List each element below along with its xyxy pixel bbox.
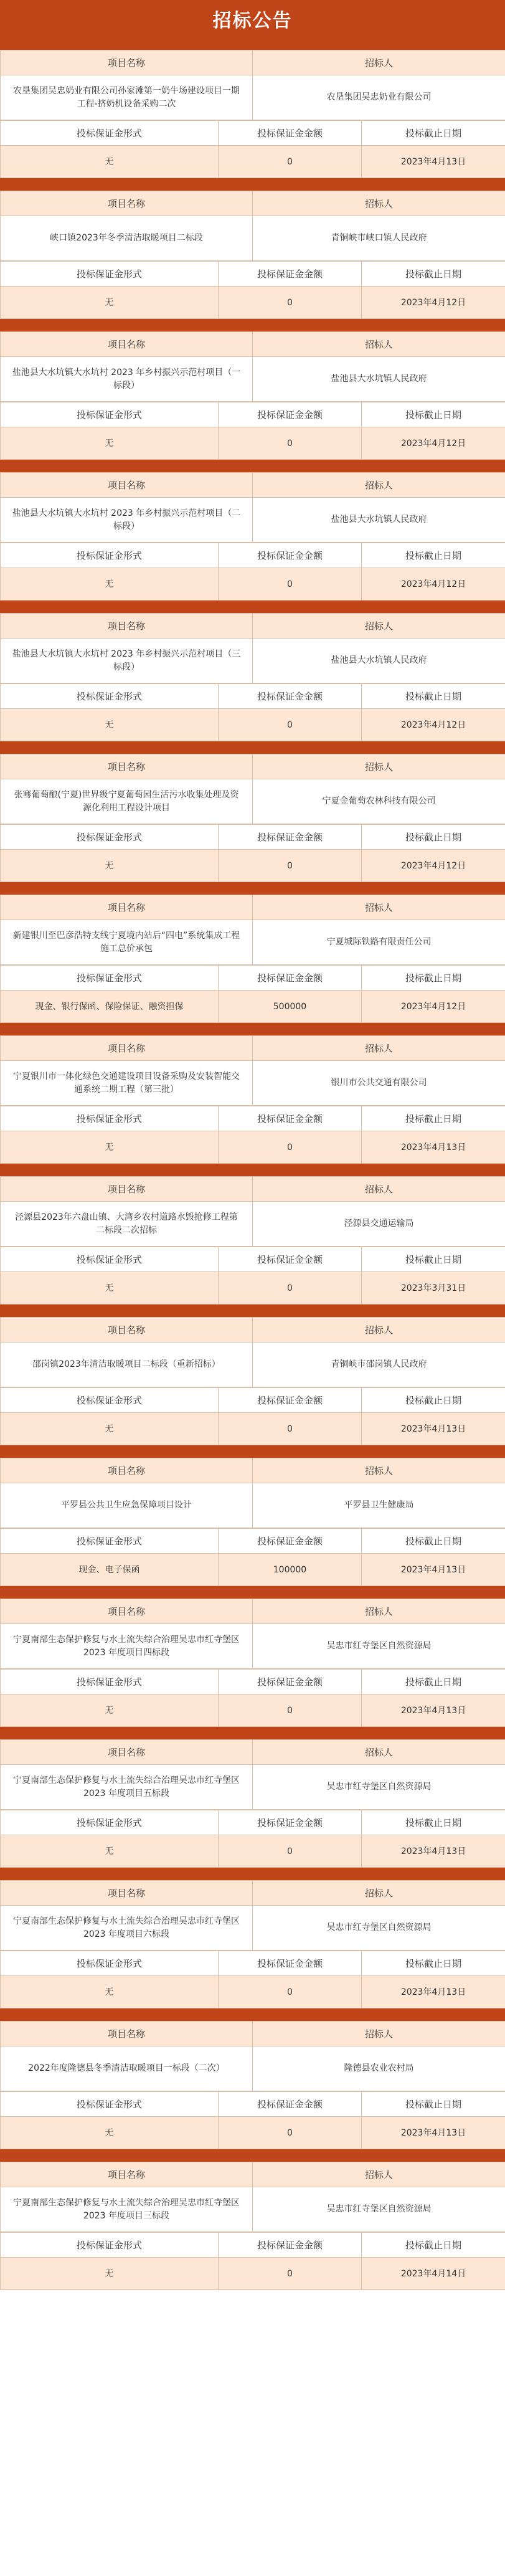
deposit-amount-label: 投标保证金金额 [219,1670,362,1694]
deadline: 2023年4月13日 [362,1835,505,1868]
project-name: 邵岗镇2023年清洁取暖项目二标段（重新招标） [1,1343,253,1387]
deposit-form: 现金、银行保函、保险保证、融资担保 [1,991,219,1023]
tenderer-name: 吴忠市红寺堡区自然资源局 [253,1624,505,1669]
tenderer-label: 招标人 [253,1177,505,1202]
deposit-form-label: 投标保证金形式 [1,402,219,427]
project-name-label: 项目名称 [1,1740,253,1765]
deposit-form: 无 [1,1835,219,1868]
deposit-amount-label: 投标保证金金额 [219,262,362,287]
deadline-label: 投标截止日期 [362,1529,505,1554]
deposit-amount-label: 投标保证金金额 [219,1529,362,1554]
tenderer-label: 招标人 [253,754,505,779]
tender-item [0,754,505,824]
deposit-form-label: 投标保证金形式 [1,543,219,568]
tenderer-name: 青铜峡市邵岗镇人民政府 [253,1343,505,1387]
deposit-amount-label: 投标保证金金额 [219,966,362,991]
deposit-form-label: 投标保证金形式 [1,2092,219,2117]
deadline: 2023年4月12日 [362,287,505,319]
deposit-amount: 0 [219,427,362,460]
project-name: 泾源县2023年六盘山镇、大湾乡农村道路水毁抢修工程第二标段二次招标 [1,1202,253,1247]
tenderer-name: 盐池县大水坑镇人民政府 [253,639,505,683]
tenderer-name: 吴忠市红寺堡区自然资源局 [253,1906,505,1951]
section-divider [0,1305,505,1317]
deposit-form: 无 [1,1131,219,1164]
deposit-form-label: 投标保证金形式 [1,1670,219,1694]
tender-deposit-table [0,1528,505,1586]
tenderer-name: 吴忠市红寺堡区自然资源局 [253,2187,505,2232]
project-name: 2022年度隆德县冬季清洁取暖项目一标段（二次） [1,2046,253,2091]
deadline-label: 投标截止日期 [362,966,505,991]
deadline-label: 投标截止日期 [362,402,505,427]
tenderer-label: 招标人 [253,1458,505,1483]
deadline: 2023年4月13日 [362,2117,505,2149]
tender-deposit-table [0,965,505,1023]
deposit-form: 无 [1,287,219,319]
deadline: 2023年4月13日 [362,146,505,178]
tender-deposit-table [0,2091,505,2149]
deposit-form-label: 投标保证金形式 [1,1529,219,1554]
section-divider [0,37,505,50]
deposit-amount: 0 [219,1976,362,2008]
deposit-amount-label: 投标保证金金额 [219,402,362,427]
deadline-label: 投标截止日期 [362,262,505,287]
tenderer-name: 青铜峡市峡口镇人民政府 [253,216,505,261]
deposit-form-label: 投标保证金形式 [1,262,219,287]
project-name: 平罗县公共卫生应急保障项目设计 [1,1483,253,1528]
section-divider [0,1164,505,1176]
deposit-form-label: 投标保证金形式 [1,966,219,991]
deposit-amount-label: 投标保证金金额 [219,825,362,850]
project-name-label: 项目名称 [1,1177,253,1202]
section-divider [0,601,505,613]
deadline: 2023年4月12日 [362,568,505,601]
tender-item [0,1880,505,1951]
tender-list [0,37,505,2290]
tenderer-label: 招标人 [253,50,505,75]
deadline: 2023年4月13日 [362,1694,505,1727]
tenderer-name: 隆德县农业农村局 [253,2046,505,2091]
tender-deposit-table [0,1106,505,1164]
tenderer-name: 农垦集团吴忠奶业有限公司 [253,75,505,120]
deposit-amount-label: 投标保证金金额 [219,1951,362,1976]
deposit-amount: 500000 [219,991,362,1023]
tender-deposit-table [0,1810,505,1868]
project-name-label: 项目名称 [1,895,253,920]
section-divider [0,2008,505,2021]
tenderer-label: 招标人 [253,2022,505,2046]
deposit-form: 无 [1,568,219,601]
deadline-label: 投标截止日期 [362,825,505,850]
project-name: 农垦集团吴忠奶业有限公司孙家滩第一奶牛场建设项目一期工程-挤奶机设备采购二次 [1,75,253,120]
tender-item [0,191,505,261]
tender-item [0,50,505,120]
deadline: 2023年3月31日 [362,1272,505,1305]
section-divider [0,1727,505,1739]
deposit-amount-label: 投标保证金金额 [219,1810,362,1835]
deadline-label: 投标截止日期 [362,684,505,709]
deposit-amount-label: 投标保证金金额 [219,121,362,146]
deposit-amount-label: 投标保证金金额 [219,1106,362,1131]
deadline-label: 投标截止日期 [362,1106,505,1131]
deposit-form-label: 投标保证金形式 [1,1106,219,1131]
deposit-amount: 0 [219,287,362,319]
tender-item [0,895,505,965]
deposit-amount: 0 [219,1694,362,1727]
deposit-amount: 0 [219,1835,362,1868]
deadline: 2023年4月12日 [362,427,505,460]
deposit-amount: 100000 [219,1554,362,1586]
deposit-amount-label: 投标保证金金额 [219,1388,362,1413]
deposit-form-label: 投标保证金形式 [1,1388,219,1413]
project-name-label: 项目名称 [1,1599,253,1624]
tender-item [0,1599,505,1669]
deposit-amount: 0 [219,850,362,882]
project-name: 盐池县大水坑镇大水坑村 2023 年乡村振兴示范村项目（二标段） [1,498,253,543]
tender-deposit-table [0,1247,505,1305]
tender-item [0,1176,505,1247]
deadline-label: 投标截止日期 [362,1247,505,1272]
deadline-label: 投标截止日期 [362,1810,505,1835]
tenderer-label: 招标人 [253,1318,505,1343]
deposit-amount: 0 [219,1413,362,1445]
deposit-form: 无 [1,1413,219,1445]
tender-item [0,2021,505,2091]
deposit-amount-label: 投标保证金金额 [219,543,362,568]
deadline: 2023年4月12日 [362,709,505,741]
deposit-form: 无 [1,2258,219,2290]
tender-deposit-table [0,120,505,178]
project-name: 宁夏南部生态保护修复与水土流失综合治理吴忠市红寺堡区2023 年度项目三标段 [1,2187,253,2232]
tender-deposit-table [0,543,505,601]
tender-item [0,1458,505,1528]
tenderer-label: 招标人 [253,1740,505,1765]
deposit-form: 现金、电子保函 [1,1554,219,1586]
section-divider [0,741,505,754]
section-divider [0,1445,505,1458]
deposit-form: 无 [1,1272,219,1305]
tender-deposit-table [0,2232,505,2290]
tenderer-name: 银川市公共交通有限公司 [253,1061,505,1106]
tenderer-name: 宁夏金葡萄农林科技有限公司 [253,779,505,824]
tenderer-label: 招标人 [253,473,505,498]
project-name-label: 项目名称 [1,332,253,357]
tenderer-label: 招标人 [253,1881,505,1906]
deadline-label: 投标截止日期 [362,2092,505,2117]
tenderer-label: 招标人 [253,1599,505,1624]
deposit-amount-label: 投标保证金金额 [219,2233,362,2258]
deposit-amount: 0 [219,1131,362,1164]
project-name: 宁夏南部生态保护修复与水土流失综合治理吴忠市红寺堡区2023 年度项目四标段 [1,1624,253,1669]
page-title: 招标公告 [0,0,505,37]
deadline-label: 投标截止日期 [362,1388,505,1413]
tender-deposit-table [0,402,505,460]
deposit-amount: 0 [219,568,362,601]
deposit-form-label: 投标保证金形式 [1,1247,219,1272]
tender-deposit-table [0,1951,505,2008]
section-divider [0,319,505,331]
deposit-form-label: 投标保证金形式 [1,1951,219,1976]
deposit-amount-label: 投标保证金金额 [219,1247,362,1272]
deposit-form: 无 [1,146,219,178]
deadline-label: 投标截止日期 [362,2233,505,2258]
section-divider [0,1868,505,1880]
tenderer-label: 招标人 [253,1036,505,1061]
tender-item [0,1035,505,1106]
project-name-label: 项目名称 [1,1318,253,1343]
deadline: 2023年4月13日 [362,1976,505,2008]
tender-deposit-table [0,824,505,882]
deadline-label: 投标截止日期 [362,1670,505,1694]
deposit-form: 无 [1,850,219,882]
tender-deposit-table [0,1669,505,1727]
project-name-label: 项目名称 [1,2162,253,2187]
tender-item [0,613,505,683]
project-name-label: 项目名称 [1,1036,253,1061]
deposit-form: 无 [1,709,219,741]
tenderer-label: 招标人 [253,332,505,357]
project-name-label: 项目名称 [1,754,253,779]
tender-item [0,472,505,543]
section-divider [0,882,505,895]
project-name-label: 项目名称 [1,473,253,498]
project-name-label: 项目名称 [1,2022,253,2046]
tender-deposit-table [0,1387,505,1445]
tender-item [0,2162,505,2232]
tenderer-label: 招标人 [253,2162,505,2187]
deposit-form-label: 投标保证金形式 [1,2233,219,2258]
deposit-amount-label: 投标保证金金额 [219,684,362,709]
deposit-form-label: 投标保证金形式 [1,825,219,850]
section-divider [0,460,505,472]
tender-item [0,1317,505,1387]
project-name-label: 项目名称 [1,50,253,75]
tenderer-label: 招标人 [253,895,505,920]
deposit-amount: 0 [219,2117,362,2149]
section-divider [0,2149,505,2162]
deadline-label: 投标截止日期 [362,543,505,568]
deposit-form-label: 投标保证金形式 [1,1810,219,1835]
deposit-form: 无 [1,2117,219,2149]
tender-deposit-table [0,683,505,741]
tenderer-name: 盐池县大水坑镇人民政府 [253,498,505,543]
deadline: 2023年4月12日 [362,991,505,1023]
project-name-label: 项目名称 [1,191,253,216]
project-name: 盐池县大水坑镇大水坑村 2023 年乡村振兴示范村项目（一标段） [1,357,253,402]
tenderer-name: 平罗县卫生健康局 [253,1483,505,1528]
project-name: 盐池县大水坑镇大水坑村 2023 年乡村振兴示范村项目（三标段） [1,639,253,683]
project-name: 宁夏银川市一体化绿色交通建设项目设备采购及安装智能交通系统二期工程（第三批） [1,1061,253,1106]
deposit-amount: 0 [219,2258,362,2290]
deadline: 2023年4月12日 [362,850,505,882]
deadline: 2023年4月14日 [362,2258,505,2290]
deposit-form: 无 [1,1976,219,2008]
deadline: 2023年4月13日 [362,1413,505,1445]
deadline-label: 投标截止日期 [362,1951,505,1976]
tenderer-name: 盐池县大水坑镇人民政府 [253,357,505,402]
tender-item [0,1739,505,1810]
tenderer-label: 招标人 [253,191,505,216]
deadline: 2023年4月13日 [362,1554,505,1586]
project-name: 新建银川至巴彦浩特支线宁夏境内站后“四电”系统集成工程施工总价承包 [1,920,253,965]
project-name: 宁夏南部生态保护修复与水土流失综合治理吴忠市红寺堡区2023 年度项目六标段 [1,1906,253,1951]
deposit-form: 无 [1,427,219,460]
project-name-label: 项目名称 [1,1881,253,1906]
project-name: 宁夏南部生态保护修复与水土流失综合治理吴忠市红寺堡区2023 年度项目五标段 [1,1765,253,1810]
tenderer-label: 招标人 [253,614,505,639]
tenderer-name: 吴忠市红寺堡区自然资源局 [253,1765,505,1810]
tenderer-name: 泾源县交通运输局 [253,1202,505,1247]
project-name-label: 项目名称 [1,1458,253,1483]
deposit-form-label: 投标保证金形式 [1,121,219,146]
tenderer-name: 宁夏城际铁路有限责任公司 [253,920,505,965]
section-divider [0,1023,505,1035]
project-name: 峡口镇2023年冬季清洁取暖项目二标段 [1,216,253,261]
deadline: 2023年4月13日 [362,1131,505,1164]
project-name: 张骞葡萄酿(宁夏)世界级宁夏葡萄园生活污水收集处理及资源化利用工程设计项目 [1,779,253,824]
deposit-form-label: 投标保证金形式 [1,684,219,709]
project-name-label: 项目名称 [1,614,253,639]
deposit-form: 无 [1,1694,219,1727]
deposit-amount: 0 [219,146,362,178]
section-divider [0,178,505,191]
deposit-amount-label: 投标保证金金额 [219,2092,362,2117]
deposit-amount: 0 [219,1272,362,1305]
section-divider [0,1586,505,1599]
deadline-label: 投标截止日期 [362,121,505,146]
tender-deposit-table [0,261,505,319]
deposit-amount: 0 [219,709,362,741]
tender-item [0,331,505,402]
